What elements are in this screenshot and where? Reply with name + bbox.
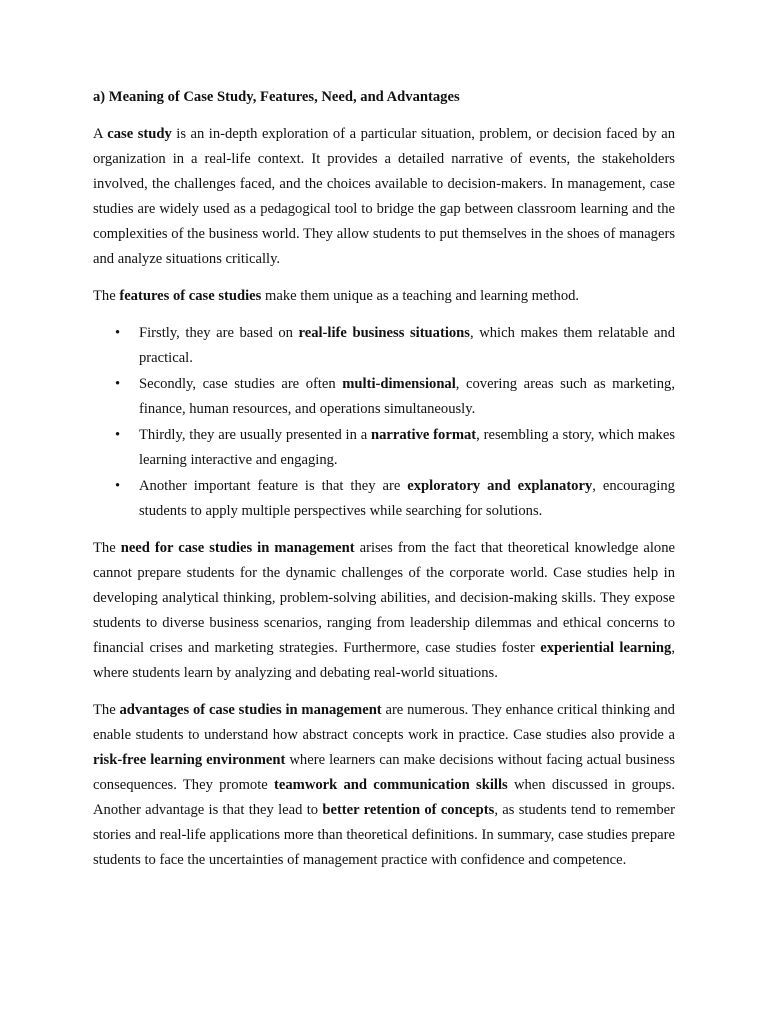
paragraph-features-intro: The features of case studies make them unique as a teaching and learning method. — [93, 288, 580, 304]
bold-term: advantages of case studies in management — [119, 702, 382, 718]
list-item: • Secondly, case studies are often multi-dimensional, covering areas such as marketing, finance, human resources, and operations simultaneously. — [93, 372, 675, 422]
paragraph-case-study-meaning: A case study is an in-depth exploration of a particular situation, problem, or decision faced by an organization in a real-life context. It provides a detailed narrative of events, the stakeholders involved, the challenges faced, and the choices available to decision-makers. In management, case studies are widely used as a pedagogical tool to bridge the gap between classroom learning and the complexities of the business world. They allow students to put themselves in the shoes of managers and analyze situations critically. — [93, 126, 675, 267]
bullet-icon: • — [115, 325, 121, 341]
bullet-icon: • — [115, 478, 121, 494]
bullet-icon: • — [115, 376, 121, 392]
paragraph-advantages: The advantages of case studies in management are numerous. They enhance critical thinking and enable students to understand how abstract concepts work in practice. Case studies also provide a risk-free learning environment where learners can make decisions without facing actual business consequences. They promote teamwork and communication skills when discussed in groups. Another advantage is that they lead to better retention of concepts, as students tend to remember stories and real-life applications more than theoretical definitions. In summary, case studies prepare students to face the uncertainties of management practice with confidence and competence. — [93, 702, 676, 868]
bold-term: features of case studies — [119, 288, 262, 304]
bold-term: exploratory and explanatory — [407, 478, 593, 494]
bold-term: case study — [107, 126, 172, 142]
bold-term: real-life business situations — [298, 325, 470, 341]
list-item: • Thirdly, they are usually presented in a narrative format, resembling a story, which makes learning interactive and engaging. — [93, 423, 675, 473]
bullet-icon: • — [115, 427, 121, 443]
bold-term: teamwork and communication skills — [274, 777, 508, 793]
bold-term: better retention of concepts — [322, 802, 495, 818]
bold-term: narrative format — [371, 427, 477, 443]
bold-term: multi-dimensional — [342, 376, 456, 392]
bold-term: risk-free learning environment — [93, 752, 286, 768]
document-page — [93, 85, 675, 885]
paragraph-need: The need for case studies in management arises from the fact that theoretical knowledge alone cannot prepare students for the dynamic challenges of the corporate world. Case studies help in developing analytical thinking, problem-solving abilities, and decision-making skills. They expose students to diverse business scenarios, ranging from leadership dilemmas and ethical concerns to financial crises and marketing strategies. Furthermore, case studies foster experiential learning, where students learn by analyzing and debating real-world situations. — [93, 540, 676, 681]
features-list — [93, 321, 675, 524]
bold-term: need for case studies in management — [120, 540, 355, 556]
section-heading: a) Meaning of Case Study, Features, Need, and Advantages — [93, 89, 460, 105]
bold-term: experiential learning — [540, 640, 672, 656]
list-item: • Another important feature is that they are exploratory and explanatory, encouraging students to apply multiple perspectives while searching for solutions. — [93, 474, 675, 524]
list-item: • Firstly, they are based on real-life business situations, which makes them relatable and practical. — [93, 321, 675, 371]
